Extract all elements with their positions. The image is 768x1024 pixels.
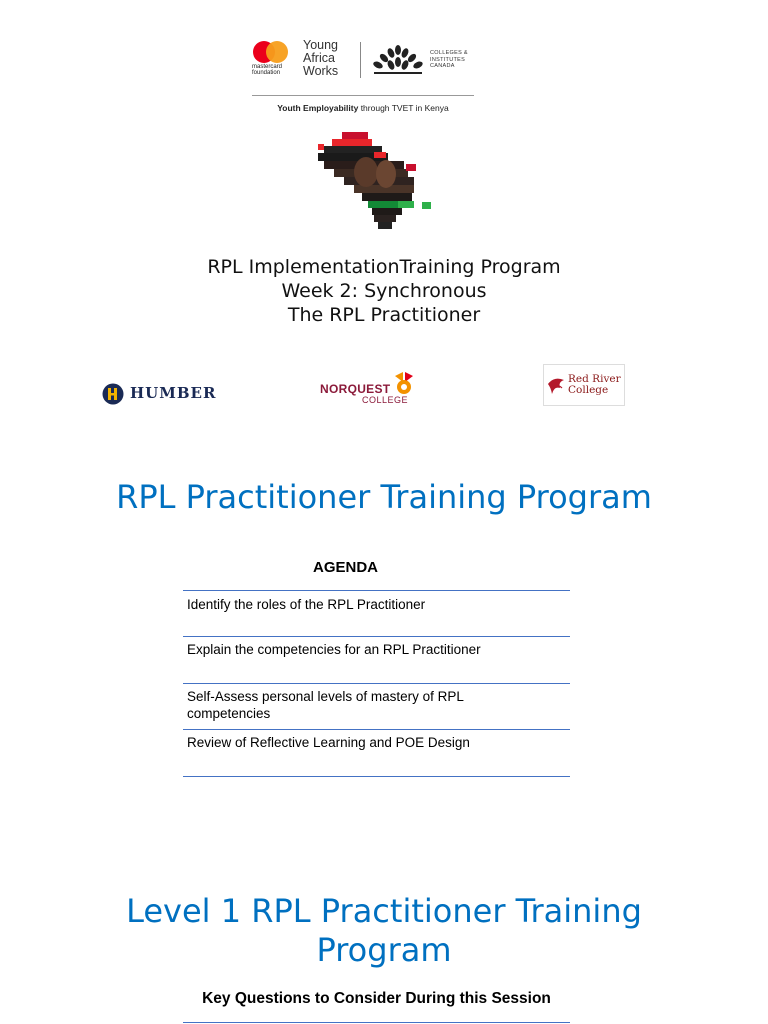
humber-logo-icon — [102, 383, 124, 405]
mastercard-logo-yellow-circle — [266, 41, 288, 63]
section-heading: RPL Practitioner Training Program — [116, 478, 652, 516]
cican-line: COLLEGES & — [430, 50, 468, 56]
key-questions-title: Key Questions to Consider During this Session — [202, 990, 551, 1007]
cican-line: CANADA — [430, 63, 455, 69]
agenda-item: Identify the roles of the RPL Practitioner — [187, 597, 426, 612]
tagline-rest: through TVET in Kenya — [358, 103, 449, 113]
agenda-title: AGENDA — [312, 559, 378, 576]
agenda-rule — [183, 590, 570, 591]
level1-heading-line: Program — [316, 931, 452, 969]
agenda-rule — [183, 683, 570, 684]
yaw-line: Works — [303, 64, 339, 78]
level1-heading — [0, 892, 768, 970]
red-river-college-text — [568, 374, 621, 396]
agenda-rule — [183, 776, 570, 777]
yaw-line: Africa — [303, 51, 335, 65]
rrc-line: College — [568, 384, 609, 396]
tagline-bold: Youth Employability — [277, 103, 359, 113]
agenda-item: Review of Reflective Learning and POE Design — [187, 735, 470, 750]
africa-map-image — [314, 132, 438, 236]
level1-heading-line: Level 1 RPL Practitioner Training — [126, 892, 642, 930]
red-river-bird-icon — [546, 374, 566, 398]
yaw-line: Young — [303, 38, 338, 52]
norquest-logo-subtext: COLLEGE — [362, 395, 409, 405]
norquest-logo-icon — [393, 370, 415, 396]
banner-tagline — [252, 103, 474, 113]
logo-divider — [360, 42, 361, 78]
key-questions-rule — [183, 1022, 570, 1023]
cican-line: INSTITUTES — [430, 56, 466, 63]
cover-title-line: Week 2: Synchronous — [281, 280, 487, 302]
agenda-item: Self-Assess personal levels of mastery of RPL competencies — [187, 689, 464, 721]
mastercard-foundation-label: mastercard foundation — [252, 64, 283, 76]
cover-title-line: The RPL Practitioner — [287, 304, 481, 326]
cican-label — [430, 50, 485, 70]
norquest-logo-text: NORQUEST — [320, 382, 391, 396]
cover-title-line: RPL ImplementationTraining Program — [207, 256, 561, 278]
agenda-rule — [183, 636, 570, 637]
cican-leaves-icon — [372, 44, 424, 76]
banner-rule — [252, 95, 474, 96]
agenda-item: Explain the competencies for an RPL Practitioner — [187, 642, 481, 657]
humber-logo-text: HUMBER — [130, 384, 217, 402]
young-africa-works-logo — [303, 39, 353, 78]
cover-title — [84, 255, 684, 327]
rrc-line: Red River — [568, 373, 621, 385]
agenda-rule — [183, 729, 570, 730]
